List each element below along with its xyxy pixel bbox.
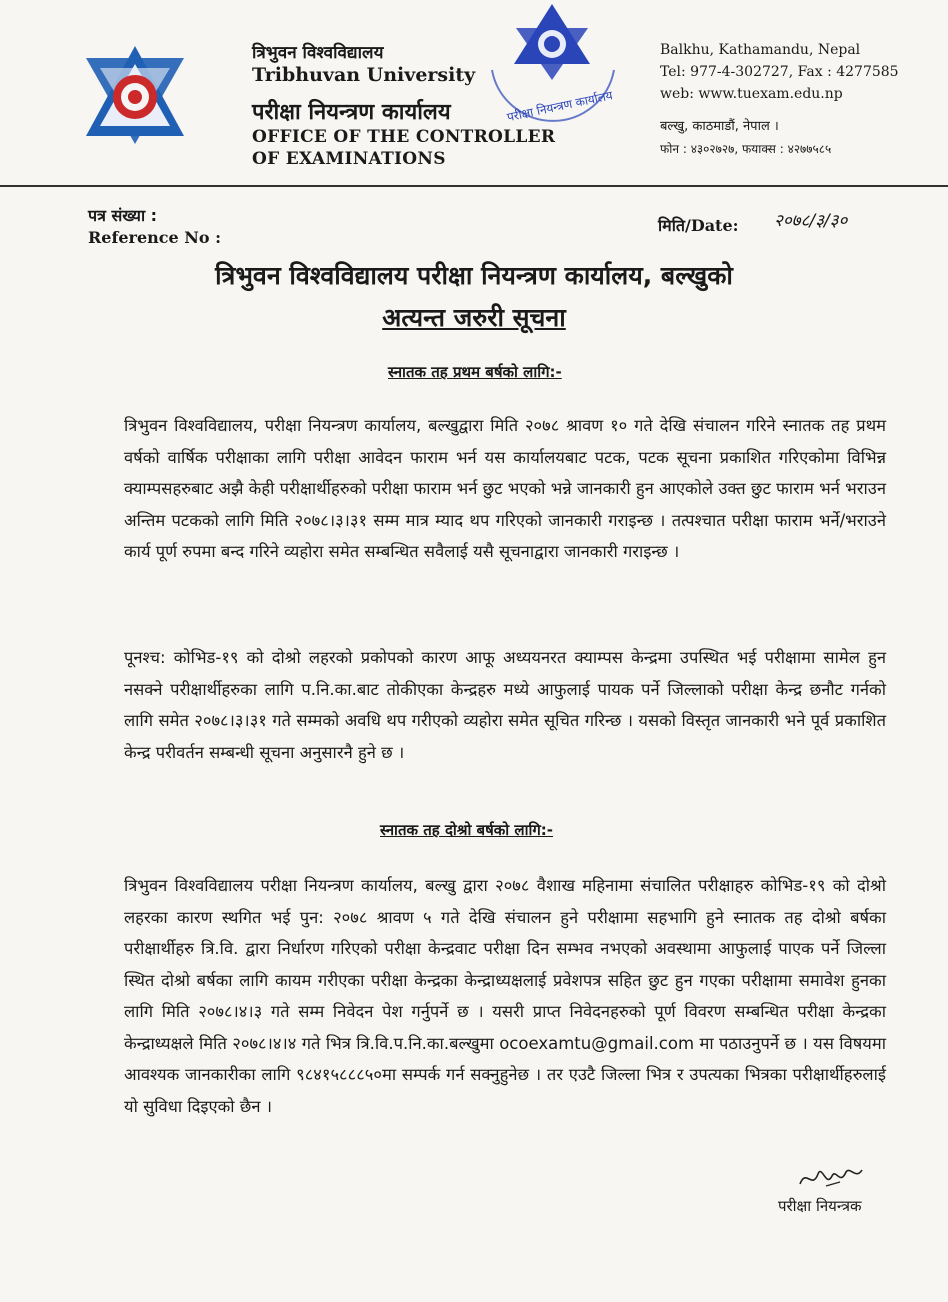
web-en: web: www.tuexam.edu.np — [660, 86, 843, 102]
signature-scribble — [796, 1160, 866, 1196]
tu-logo-icon — [80, 40, 190, 150]
date-label: मिति/Date: — [658, 216, 739, 235]
paragraph-first-year-2: पूनश्च: कोभिड-१९ को दोश्रो लहरको प्रकोपको कारण आफू अध्ययनरत क्याम्पस केन्द्रमा उपस्थित भई परीक्षामा सामेल हुन नसक्ने परीक्षार्थीहरुका लागि प.नि.का.बाट तोकीएका केन्द्रहरु मध्ये आफुलाई पायक पर्ने जिल्लाको परीक्षा केन्द्र छनौट गर्नको लागि समेत २०७८।३।३१ गते सम्मको अवधि थप गरीएको व्यहोरा समेत सूचित गरिन्छ । यसको विस्तृत जानकारी भने पूर्व प्रकाशित केन्द्र परीवर्तन सम्बन्धी सूचना अनुसारनै हुने छ । — [124, 648, 886, 762]
university-name-ne: त्रिभुवन विश्वविद्यालय — [252, 43, 384, 63]
tel-en: Tel: 977-4-302727, Fax : 4277585 — [660, 64, 899, 80]
reference-label-ne: पत्र संख्या : — [88, 206, 158, 225]
date-value: २०७८/३/३० — [774, 211, 848, 231]
signature-designation: परीक्षा नियन्त्रक — [778, 1197, 862, 1215]
office-seal — [472, 0, 637, 140]
section-heading-first-year: स्नातक तह प्रथम बर्षको लागि:- — [388, 363, 562, 381]
notice-title-line1: त्रिभुवन विश्वविद्यालय परीक्षा नियन्त्रण कार्यालय, बल्खुको — [215, 261, 733, 290]
notice-title-line2 — [0, 300, 948, 334]
office-seal-icon — [472, 0, 637, 140]
office-name-en-line2: OF EXAMINATIONS — [252, 149, 446, 169]
office-name-en-line1: OFFICE OF THE CONTROLLER — [252, 127, 556, 147]
office-name-ne: परीक्षा नियन्त्रण कार्यालय — [252, 99, 451, 125]
address-en: Balkhu, Kathamandu, Nepal — [660, 42, 861, 58]
phone-ne: फोन : ४३०२७२७, फयाक्स : ४२७७५८५ — [660, 142, 832, 156]
tu-logo — [80, 40, 190, 150]
paragraph-second-year-1: त्रिभुवन विश्वविद्यालय परीक्षा नियन्त्रण कार्यालय, बल्खु द्वारा २०७८ वैशाख महिनामा संचालित परीक्षाहरु कोभिड-१९ को दोश्रो लहरका कारण स्थगित भई पुन: २०७८ श्रावण ५ गते देखि संचालन हुने परीक्षामा सहभागि हुने स्नातक तह दोश्रो बर्षका परीक्षार्थीहरु त्रि.वि. द्वारा निर्धारण गरिएको परीक्षा केन्द्रवाट परीक्षा दिन सम्भव नभएको अवस्थामा आफुलाई पाएक पर्ने जिल्ला स्थित दोश्रो बर्षका लागि कायम गरीएका परीक्षा केन्द्रका केन्द्राध्यक्षलाई प्रवेशपत्र सहित छुट हुन गएका परीक्षामा समावेश हुनका लागि मिति २०७८।४।३ गते सम्म निवेदन पेश गर्नुपर्ने छ । यसरी प्राप्त निवेदनहरुको पूर्ण विवरण सम्बन्धित परीक्षा केन्द्रका केन्द्राध्यक्षले मिति २०७८।४।४ गते भित्र त्रि.वि.प.नि.का.बल्खुमा ocoexamtu@gmail.com मा पठाउनुपर्ने छ । यस विषयमा आवश्यक जानकारीका लागि ९८४१५८८८५०मा सम्पर्क गर्न सक्नुहुनेछ । तर एउटै जिल्ला भित्र र उपत्यका भित्रका परीक्षार्थीहरुलाई यो सुविधा दिइएको छैन । — [124, 876, 886, 1116]
section-heading-second-year: स्नातक तह दोश्रो बर्षको लागि:- — [380, 821, 554, 839]
paragraph-first-year-1: त्रिभुवन विश्वविद्यालय, परीक्षा नियन्त्रण कार्यालय, बल्खुद्वारा मिति २०७८ श्रावण १० गते देखि संचालन गरिने स्नातक तह प्रथम वर्षको वार्षिक परीक्षाका लागि परीक्षा आवेदन फाराम भर्न यस कार्यालयबाट पटक, पटक सूचना प्रकाशित गरिएकोमा विभिन्न क्याम्पसहरुबाट अझै केही परीक्षार्थीहरुको परीक्षा फाराम भर्न छुट भएको भन्ने जानकारी हुन आएकोले उक्त छुट फाराम भर्न भराउन अन्तिम पटकको लागि मिति २०७८।३।३१ सम्म मात्र म्याद थप गरिएको जानकारी गराइन्छ । तत्पश्चात परीक्षा फाराम भर्ने/भराउने कार्य पूर्ण रुपमा बन्द गरिने व्यहोरा समेत सम्बन्धित सवैलाई यसै सूचनाद्वारा जानकारी गराइन्छ । — [124, 416, 886, 561]
address-ne: बल्खु, काठमाडौं, नेपाल । — [660, 119, 779, 134]
reference-label-en: Reference No : — [88, 228, 222, 247]
notice-title-line2-text: अत्यन्त जरुरी सूचना — [382, 303, 566, 332]
header-divider — [0, 185, 948, 187]
university-name-en: Tribhuvan University — [252, 64, 476, 86]
signature-icon — [796, 1160, 866, 1196]
seal-text: परीक्षा नियन्त्रण कार्यालय — [505, 88, 614, 125]
